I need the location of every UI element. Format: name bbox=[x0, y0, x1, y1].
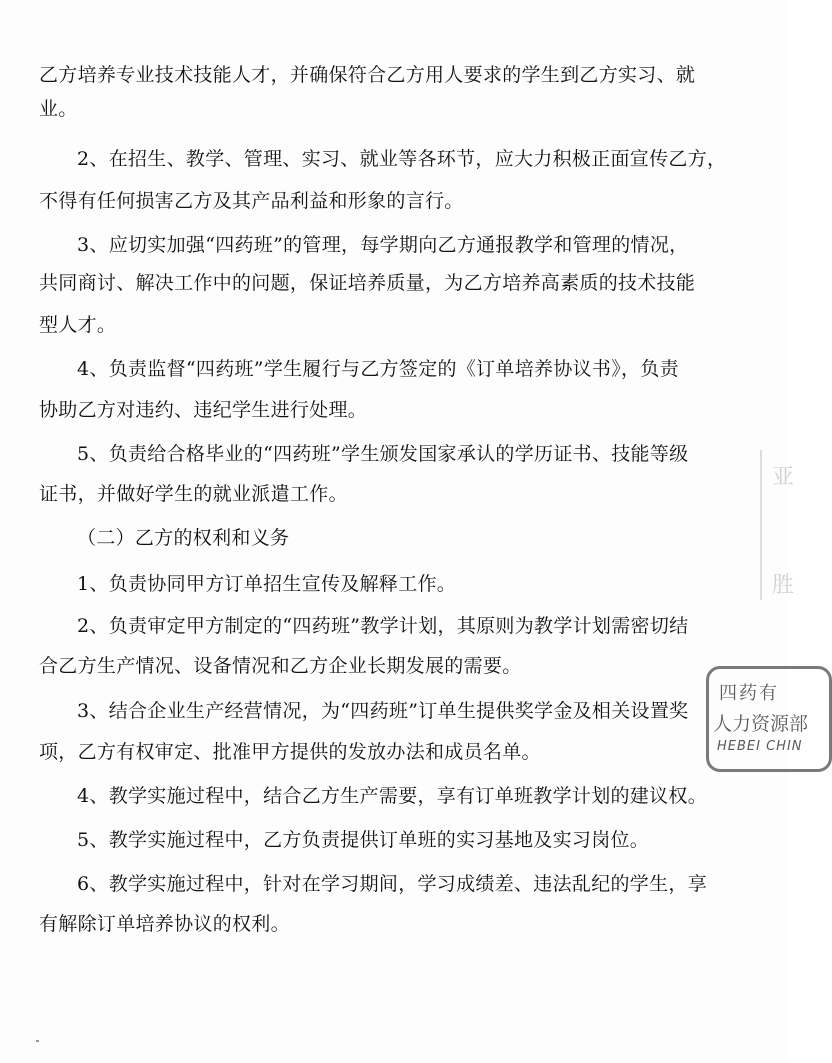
text-line: 6、教学实施过程中，针对在学习期间，学习成绩差、违法乱纪的学生，享 bbox=[77, 873, 707, 895]
text-line: 业。 bbox=[39, 98, 78, 120]
text-line: 5、教学实施过程中，乙方负责提供订单班的实习基地及实习岗位。 bbox=[77, 829, 650, 851]
text-line: 4、负责监督“四药班”学生履行与乙方签定的《订单培养协议书》，负责 bbox=[77, 358, 679, 380]
text-line: 协助乙方对违约、违纪学生进行处理。 bbox=[39, 399, 368, 421]
faint-seal-stamp bbox=[760, 450, 822, 600]
text-line: 证书，并做好学生的就业派遣工作。 bbox=[39, 483, 348, 505]
text-line: 2、负责审定甲方制定的“四药班”教学计划，其原则为教学计划需密切结 bbox=[77, 615, 689, 637]
seal-text-top: 四药有 bbox=[719, 683, 779, 704]
text-line: 3、结合企业生产经营情况，为“四药班”订单生提供奖学金及相关设置奖 bbox=[77, 700, 689, 722]
text-line: 3、应切实加强“四药班”的管理，每学期向乙方通报教学和管理的情况， bbox=[77, 234, 689, 256]
seal-text-bottom: HEBEI CHIN bbox=[717, 739, 803, 754]
seal-text-middle: 人力资源部 bbox=[713, 713, 809, 735]
section-heading: （二）乙方的权利和义务 bbox=[77, 527, 290, 549]
text-line: 2、在招生、教学、管理、实习、就业等各环节，应大力积极正面宣传乙方， bbox=[77, 148, 727, 170]
text-line: 项，乙方有权审定、批准甲方提供的发放办法和成员名单。 bbox=[39, 741, 541, 763]
text-line: 型人才。 bbox=[39, 314, 117, 336]
company-seal-stamp bbox=[706, 666, 832, 772]
text-line: 不得有任何损害乙方及其产品利益和形象的言行。 bbox=[39, 190, 464, 212]
scan-speck bbox=[36, 1040, 39, 1042]
text-line: 共同商讨、解决工作中的问题，保证培养质量，为乙方培养高素质的技术技能 bbox=[39, 272, 696, 294]
faint-seal-char: 胜 bbox=[772, 573, 795, 598]
text-line: 5、负责给合格毕业的“四药班”学生颁发国家承认的学历证书、技能等级 bbox=[77, 443, 689, 465]
text-line: 合乙方生产情况、设备情况和乙方企业长期发展的需要。 bbox=[39, 655, 522, 677]
text-line: 4、教学实施过程中，结合乙方生产需要，享有订单班教学计划的建议权。 bbox=[77, 785, 707, 807]
faint-seal-char: 亚 bbox=[772, 465, 795, 490]
text-line: 有解除订单培养协议的权利。 bbox=[39, 913, 290, 935]
text-line: 乙方培养专业技术技能人才，并确保符合乙方用人要求的学生到乙方实习、就 bbox=[39, 64, 696, 86]
text-line: 1、负责协同甲方订单招生宣传及解释工作。 bbox=[77, 573, 457, 595]
